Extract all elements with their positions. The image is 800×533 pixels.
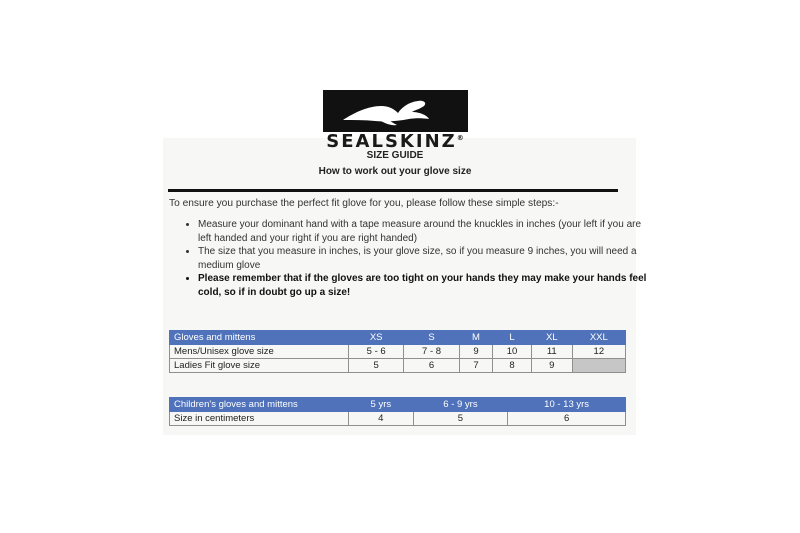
table-row	[170, 359, 626, 373]
table-cell: 5	[349, 359, 404, 373]
table-row	[170, 345, 626, 359]
header-cell: Children's gloves and mittens	[170, 398, 349, 412]
table-cell: 5 - 6	[349, 345, 404, 359]
header-cell: XS	[349, 331, 404, 345]
seal-icon	[323, 90, 468, 132]
adult-size-table	[169, 330, 626, 373]
table-cell: 10	[493, 345, 532, 359]
row-label: Ladies Fit glove size	[170, 359, 349, 373]
header-cell: XXL	[572, 331, 625, 345]
step-item-warning: • Please remember that if the gloves are too tight on your hands they may make your hands feel cold, so if in doubt go up a size!	[198, 272, 648, 299]
table-cell: 7	[459, 359, 492, 373]
header-cell: Gloves and mittens	[170, 331, 349, 345]
table-cell: 11	[531, 345, 572, 359]
table-cell: 12	[572, 345, 625, 359]
step-item: • The size that you measure in inches, is your glove size, so if you measure 9 inches, you will need a medium glove	[198, 245, 648, 272]
brand-logo-text	[300, 131, 490, 152]
page-title: SIZE GUIDE	[366, 150, 424, 161]
header-cell: 5 yrs	[349, 398, 414, 412]
table-cell: 9	[531, 359, 572, 373]
row-label: Mens/Unisex glove size	[170, 345, 349, 359]
table-cell: 8	[493, 359, 532, 373]
table-cell: 7 - 8	[404, 345, 459, 359]
logo-badge	[323, 90, 468, 132]
header-cell: XL	[531, 331, 572, 345]
table-header-row	[170, 398, 626, 412]
brand-name: SEALSKINZ	[326, 131, 457, 152]
row-label: Size in centimeters	[170, 412, 349, 426]
table-header-row	[170, 331, 626, 345]
table-cell: 6	[404, 359, 459, 373]
header-cell: 6 - 9 yrs	[413, 398, 508, 412]
header-cell: 10 - 13 yrs	[508, 398, 626, 412]
children-size-table	[169, 397, 626, 426]
header-cell: M	[459, 331, 492, 345]
table-cell: 5	[413, 412, 508, 426]
table-row	[170, 412, 626, 426]
divider	[168, 189, 618, 192]
registered-mark: ®	[456, 134, 464, 142]
table-cell: 6	[508, 412, 626, 426]
steps-list	[172, 218, 648, 299]
header-cell: L	[493, 331, 532, 345]
intro-text: To ensure you purchase the perfect fit glove for you, please follow these simple steps:-	[169, 198, 559, 209]
table-cell-empty	[572, 359, 625, 373]
table-cell: 4	[349, 412, 414, 426]
table-cell: 9	[459, 345, 492, 359]
header-cell: S	[404, 331, 459, 345]
page-subtitle: How to work out your glove size	[318, 166, 472, 177]
step-item: • Measure your dominant hand with a tape measure around the knuckles in inches (your left if you are left handed and your right if you are right handed)	[198, 218, 648, 245]
